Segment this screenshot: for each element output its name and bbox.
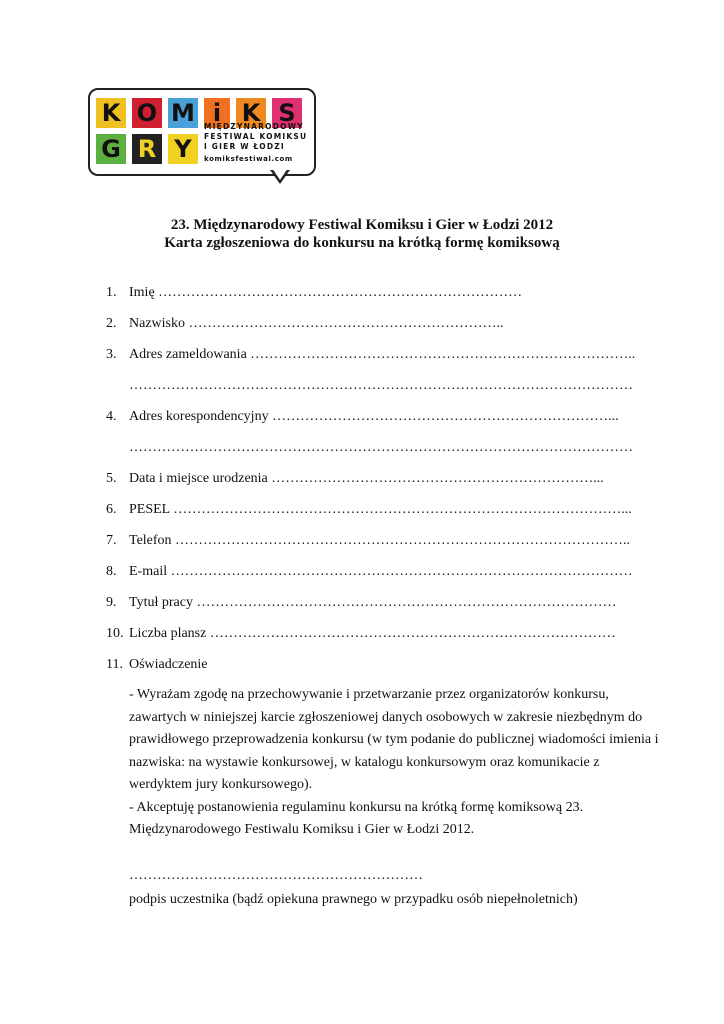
- field-label: Imię ……………………………………………………………………: [129, 285, 523, 300]
- field-number: 10.: [106, 626, 124, 641]
- logo-tile: O: [132, 98, 162, 128]
- field-label: E-mail ………………………………………………………………………………………: [129, 564, 633, 579]
- logo-tile: M: [168, 98, 198, 128]
- document-subtitle: Karta zgłoszeniowa do konkursu na krótką formę komiksową: [164, 235, 560, 251]
- field-label: Liczba plansz ……………………………………………………………………………: [129, 626, 616, 641]
- field-label: PESEL ……………………………………………………………………………………...: [129, 502, 632, 517]
- signature-line: ………………………………………………………: [129, 868, 423, 883]
- statement-line: nazwiska: na wystawie konkursowej, w katalogu konkursowym oraz komunikacie z: [129, 754, 600, 770]
- field-number: 8.: [106, 564, 117, 579]
- field-adres-zameldowania: [106, 347, 635, 363]
- logo-wordmark: [204, 122, 308, 164]
- field-telefon: [106, 533, 630, 549]
- field-label: Oświadczenie: [129, 657, 208, 672]
- field-number: 9.: [106, 595, 117, 610]
- field-number: 5.: [106, 471, 117, 486]
- field-label: Nazwisko …………………………………………………………..: [129, 316, 504, 331]
- field-label: Adres korespondencyjny ………………………………………………………………...: [129, 409, 619, 424]
- field-tytul-pracy: [106, 595, 616, 611]
- logo-tile: G: [96, 134, 126, 164]
- field-data-urodzenia: [106, 471, 604, 487]
- logo-tile: K: [96, 98, 126, 128]
- field-pesel: [106, 502, 632, 518]
- logo-tile: i: [204, 98, 230, 128]
- document-title: 23. Międzynarodowy Festiwal Komiksu i Gier w Łodzi 2012: [170, 217, 554, 233]
- field-label: Data i miejsce urodzenia ……………………………………………………………...: [129, 471, 604, 486]
- logo-url: komiksfestiwal.com: [204, 155, 293, 163]
- field-number: 4.: [106, 409, 117, 424]
- field-email: [106, 564, 633, 580]
- statement-line: zawartych w niniejszej karcie zgłoszeniowej danych osobowych w zakresie niezbędnym do: [129, 709, 643, 725]
- logo-tile: R: [132, 134, 162, 164]
- statement-line: Międzynarodowego Festiwalu Komiksu i Gier w Łodzi 2012.: [129, 822, 475, 837]
- statement-line: - Akceptuję postanowienia regulaminu konkursu na krótką formę komiksową 23.: [129, 799, 584, 815]
- field-oswiadczenie: [106, 657, 208, 673]
- field-nazwisko: [106, 316, 504, 332]
- field-imie: [106, 285, 522, 301]
- logo-tile: S: [272, 98, 302, 128]
- statement-text: [129, 684, 659, 842]
- signature-label: podpis uczestnika (bądź opiekuna prawnego w przypadku osób niepełnoletnich): [129, 892, 578, 907]
- field-number: 6.: [106, 502, 117, 517]
- field-label: Adres zameldowania ………………………………………………………………………..: [129, 347, 636, 362]
- field-label: Telefon ……………………………………………………………………………………..: [129, 533, 631, 548]
- field-number: 1.: [106, 285, 117, 300]
- logo-text-line: MIĘDZYNARODOWY: [204, 122, 304, 131]
- field-continuation: ………………………………………………………………………………………………: [129, 378, 633, 393]
- field-number: 3.: [106, 347, 117, 362]
- logo-tile: K: [236, 98, 266, 128]
- logo-text-line: FESTIWAL KOMIKSU: [204, 132, 308, 141]
- logo-speech-tail: [270, 170, 290, 184]
- field-label: Tytuł pracy ………………………………………………………………………………: [129, 595, 617, 610]
- statement-line: - Wyrażam zgodę na przechowywanie i przetwarzanie przez organizatorów konkursu,: [129, 687, 609, 702]
- statement-line: prawidłowego przeprowadzenia konkursu (w tym podanie do publicznej wiadomości imienia i: [129, 732, 659, 747]
- statement-line: werdyktem jury konkursowego).: [129, 777, 313, 792]
- field-adres-korespondencyjny: [106, 409, 619, 425]
- logo-text-line: I GIER W ŁODZI: [204, 142, 285, 151]
- field-number: 7.: [106, 533, 117, 548]
- field-number: 11.: [106, 657, 123, 672]
- field-liczba-plansz: [106, 626, 616, 642]
- logo-tile: Y: [168, 134, 198, 164]
- field-number: 2.: [106, 316, 117, 331]
- field-continuation: ………………………………………………………………………………………………: [129, 440, 633, 455]
